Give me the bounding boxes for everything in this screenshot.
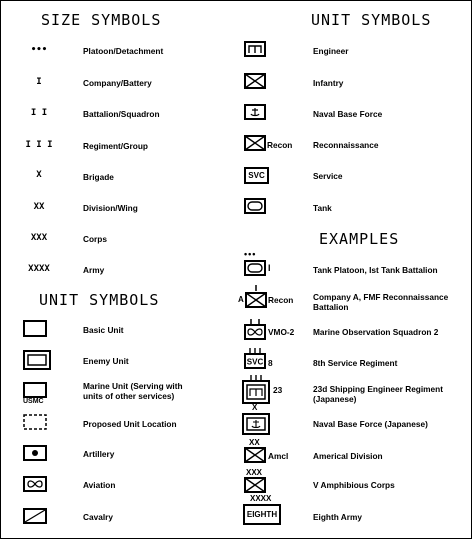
amphibious-corps-icon [244,477,266,493]
company-size-symbol: I [36,77,42,87]
basic-unit-label: Basic Unit [83,325,124,335]
japanese-naval-base-force-label: Naval Base Force (Japanese) [313,419,428,429]
brigade-size-symbol: X [36,170,42,180]
regiment-number-mark: 8 [268,358,273,368]
vmo-2-tag: VMO-2 [268,327,295,337]
platoon-label: Platoon/Detachment [83,46,164,56]
company-letter-mark: A [238,295,244,304]
proposed-location-icon [23,414,47,430]
americal-division-icon [244,447,266,463]
platoon-size-mark: ••• [244,249,257,259]
engineer-icon [244,41,266,57]
enemy-unit-icon [23,350,51,370]
service-label: Service [313,171,343,181]
company-label: Company/Battery [83,78,152,88]
battalion-size-symbol: I I [30,108,48,118]
regiment-label: Regiment/Group [83,141,148,151]
americal-tag: Amcl [268,451,289,461]
division-label: Division/Wing [83,203,138,213]
service-icon: SVC [244,167,269,184]
reconnaissance-icon [244,135,266,151]
eighth-army-label: Eighth Army [313,512,363,522]
service-regiment-svc-text: SVC [246,357,264,367]
artillery-icon [23,445,47,461]
reconnaissance-label: Reconnaissance [313,140,379,150]
artillery-label: Artillery [83,449,115,459]
corps-size-symbol: XXX [30,233,48,243]
amphibious-corps-label: V Amphibious Corps [313,480,395,490]
examples-heading: EXAMPLES [319,230,400,248]
army-label: Army [83,265,105,275]
infantry-icon [244,73,266,89]
division-size-symbol: XX [33,202,45,212]
aviation-label: Aviation [83,480,116,490]
division-size-mark: XX [249,438,260,447]
brigade-size-mark: X [252,403,258,412]
naval-base-force-icon [244,104,266,120]
americal-division-label: Americal Division [313,451,383,461]
unit-symbols-heading-right: UNIT SYMBOLS [311,11,432,29]
size-symbols-heading: SIZE SYMBOLS [41,11,162,29]
army-size-symbol: XXXX [28,264,50,274]
japanese-naval-base-force-icon [242,413,270,435]
infantry-label: Infantry [313,78,344,88]
enemy-unit-label: Enemy Unit [83,356,129,366]
shipping-engineer-regiment-icon [242,375,270,405]
eighth-army-icon: EIGHTH [243,504,281,525]
company-a-recon-tag: Recon [268,295,294,305]
vmo-2-label: Marine Observation Squadron 2 [313,327,439,337]
shipping-engineer-label: 23d Shipping Engineer Regiment (Japanese) [313,384,443,404]
marine-unit-icon [23,382,47,398]
marine-unit-label: Marine Unit (Serving with units of other services) [83,381,183,401]
cavalry-icon [23,508,47,524]
basic-unit-icon [23,320,47,338]
corps-size-mark: XXX [246,468,263,477]
tank-platoon-label: Tank Platoon, Ist Tank Battalion [313,265,438,275]
battalion-label: Battalion/Squadron [83,109,160,119]
engineer-label: Engineer [313,46,349,56]
regiment-23-mark: 23 [273,385,283,395]
regiment-size-symbol: I I I [25,140,53,150]
tank-label: Tank [313,203,332,213]
platoon-size-symbol: ••• [30,45,48,55]
observation-squadron-icon [244,319,266,341]
usmc-tag: USMC [23,398,44,405]
battalion-number-mark: I [268,263,271,273]
naval-base-force-label: Naval Base Force [313,109,383,119]
aviation-icon [23,476,47,492]
service-regiment-icon [244,348,266,372]
proposed-location-label: Proposed Unit Location [83,419,177,429]
recon-tag: Recon [267,140,293,150]
tank-icon [244,198,266,214]
company-a-recon-icon [245,285,267,309]
army-size-mark: XXXX [250,494,272,503]
service-regiment-label: 8th Service Regiment [313,358,398,368]
unit-symbols-heading-left: UNIT SYMBOLS [39,291,160,309]
corps-label: Corps [83,234,107,244]
brigade-label: Brigade [83,172,114,182]
tank-platoon-icon [244,260,266,276]
cavalry-label: Cavalry [83,512,113,522]
company-a-recon-label: Company A, FMF Reconnaissance Battalion [313,292,449,312]
